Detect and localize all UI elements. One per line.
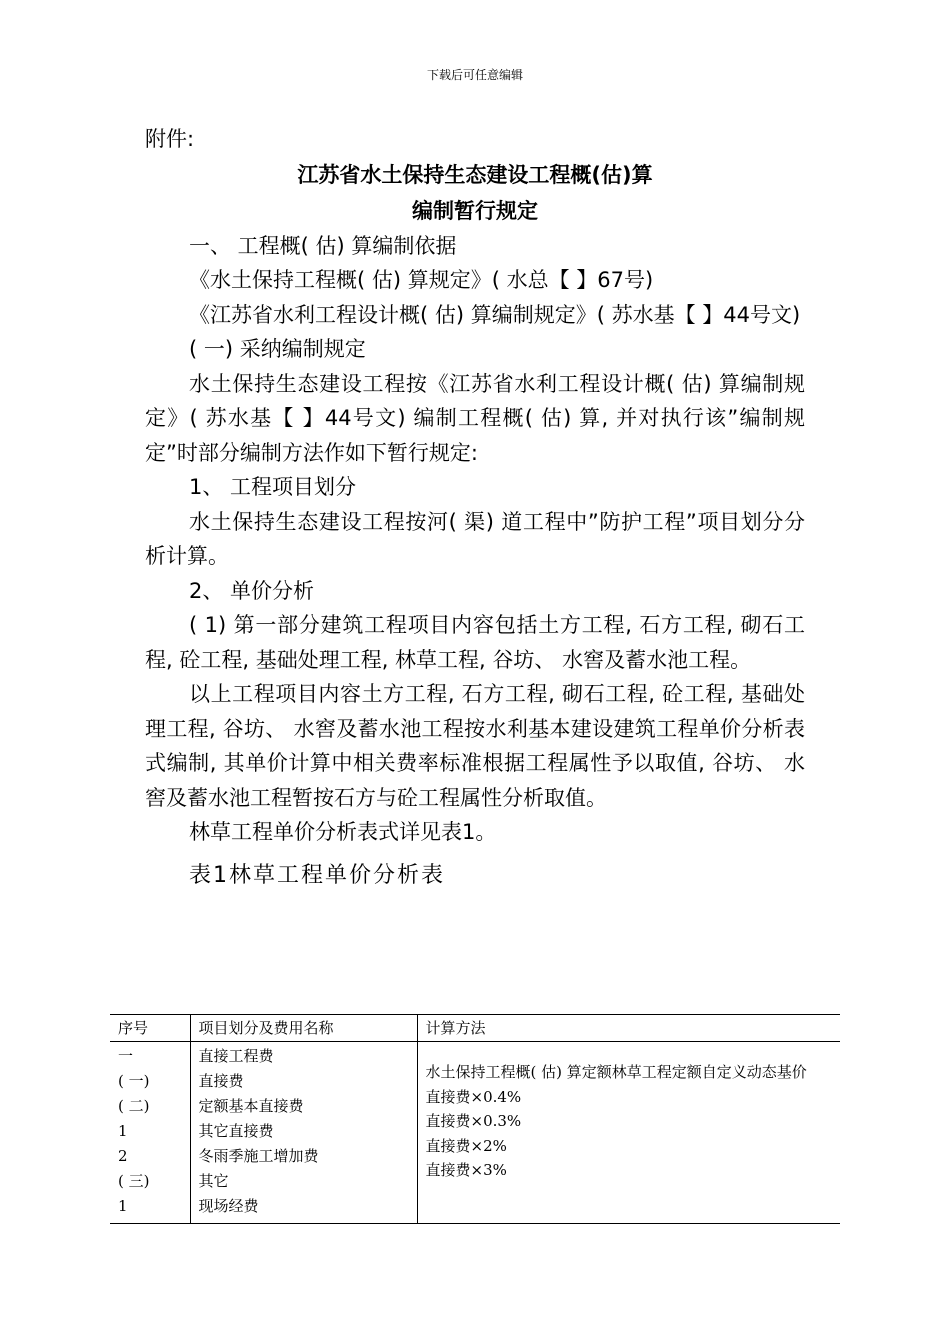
method-cell: 直接费×3% bbox=[425, 1161, 507, 1179]
method-cell: 水土保持工程概( 估) 算定额林草工程定额自定义动态基价 bbox=[425, 1063, 807, 1081]
name-cell: 直接费 bbox=[198, 1072, 244, 1090]
header-item-name: 项目划分及费用名称 bbox=[190, 1015, 417, 1042]
page-header-note: 下载后可任意编辑 bbox=[426, 68, 523, 82]
item-heading-1: 1、 工程项目划分 bbox=[189, 475, 357, 499]
table-row bbox=[110, 1042, 840, 1224]
name-cell: 冬雨季施工增加费 bbox=[198, 1147, 319, 1165]
attachment-label: 附件: bbox=[145, 127, 195, 151]
seq-cell: ( 一) bbox=[118, 1072, 150, 1090]
document-title-line-2: 编制暂行规定 bbox=[412, 198, 538, 223]
name-cell: 直接工程费 bbox=[198, 1047, 274, 1065]
table-caption: 表1林草工程单价分析表 bbox=[189, 862, 445, 888]
name-column bbox=[190, 1042, 417, 1224]
body-paragraph: ( 1) 第一部分建筑工程项目内容包括土方工程, 石方工程, 砌石工程, 砼工程, 基础处理工程, 林草工程, 谷坊、 水窖及蓄水池工程。 bbox=[145, 613, 805, 672]
section-heading-basis: 一、 工程概( 估) 算编制依据 bbox=[189, 233, 457, 258]
seq-cell: 1 bbox=[118, 1197, 128, 1215]
reference-2: 《江苏省水利工程设计概( 估) 算编制规定》( 苏水基【 】44号文) bbox=[189, 302, 801, 327]
method-cell: 直接费×0.4% bbox=[425, 1087, 522, 1106]
method-cell: 直接费×0.3% bbox=[425, 1112, 522, 1130]
name-cell: 其它 bbox=[198, 1172, 229, 1190]
document-title-line-1: 江苏省水土保持生态建设工程概(估)算 bbox=[297, 162, 653, 187]
subsection-heading: ( 一) 采纳编制规定 bbox=[189, 337, 366, 361]
seq-cell: 1 bbox=[118, 1122, 128, 1140]
body-paragraph: 林草工程单价分析表式详见表1。 bbox=[189, 820, 497, 844]
method-cell: 直接费×2% bbox=[425, 1136, 507, 1155]
seq-cell: ( 三) bbox=[118, 1172, 150, 1190]
table-header-row bbox=[110, 1015, 840, 1042]
reference-1: 《水土保持工程概( 估) 算规定》( 水总【 】67号) bbox=[189, 268, 654, 292]
body-paragraph: 水土保持生态建设工程按《江苏省水利工程设计概( 估) 算编制规定》( 苏水基【 】44号文) 编制工程概( 估) 算, 并对执行该”编制规定”时部分编制方法作如下暂行规定: bbox=[145, 371, 805, 465]
body-paragraph: 以上工程项目内容土方工程, 石方工程, 砌石工程, 砼工程, 基础处理工程, 谷坊、 水窖及蓄水池工程按水利基本建设建筑工程单价分析表式编制, 其单价计算中相关费率标准根据工程属性予以取值, 谷坊、 水窖及蓄水池工程暂按石方与砼工程属性分析取值。 bbox=[145, 682, 805, 810]
method-column bbox=[417, 1042, 840, 1224]
name-cell: 定额基本直接费 bbox=[198, 1097, 304, 1115]
body-paragraph: 水土保持生态建设工程按河( 渠) 道工程中”防护工程”项目划分分析计算。 bbox=[145, 509, 805, 568]
name-cell: 其它直接费 bbox=[198, 1122, 274, 1140]
seq-cell: 2 bbox=[118, 1147, 128, 1165]
header-method: 计算方法 bbox=[417, 1015, 840, 1042]
seq-cell: ( 二) bbox=[118, 1097, 150, 1115]
name-cell: 现场经费 bbox=[198, 1197, 259, 1215]
header-seq: 序号 bbox=[110, 1015, 190, 1042]
unit-price-table bbox=[110, 1014, 840, 1224]
item-heading-2: 2、 单价分析 bbox=[189, 578, 315, 603]
seq-cell: 一 bbox=[118, 1047, 134, 1065]
seq-column bbox=[110, 1042, 190, 1224]
document-body bbox=[145, 122, 805, 896]
